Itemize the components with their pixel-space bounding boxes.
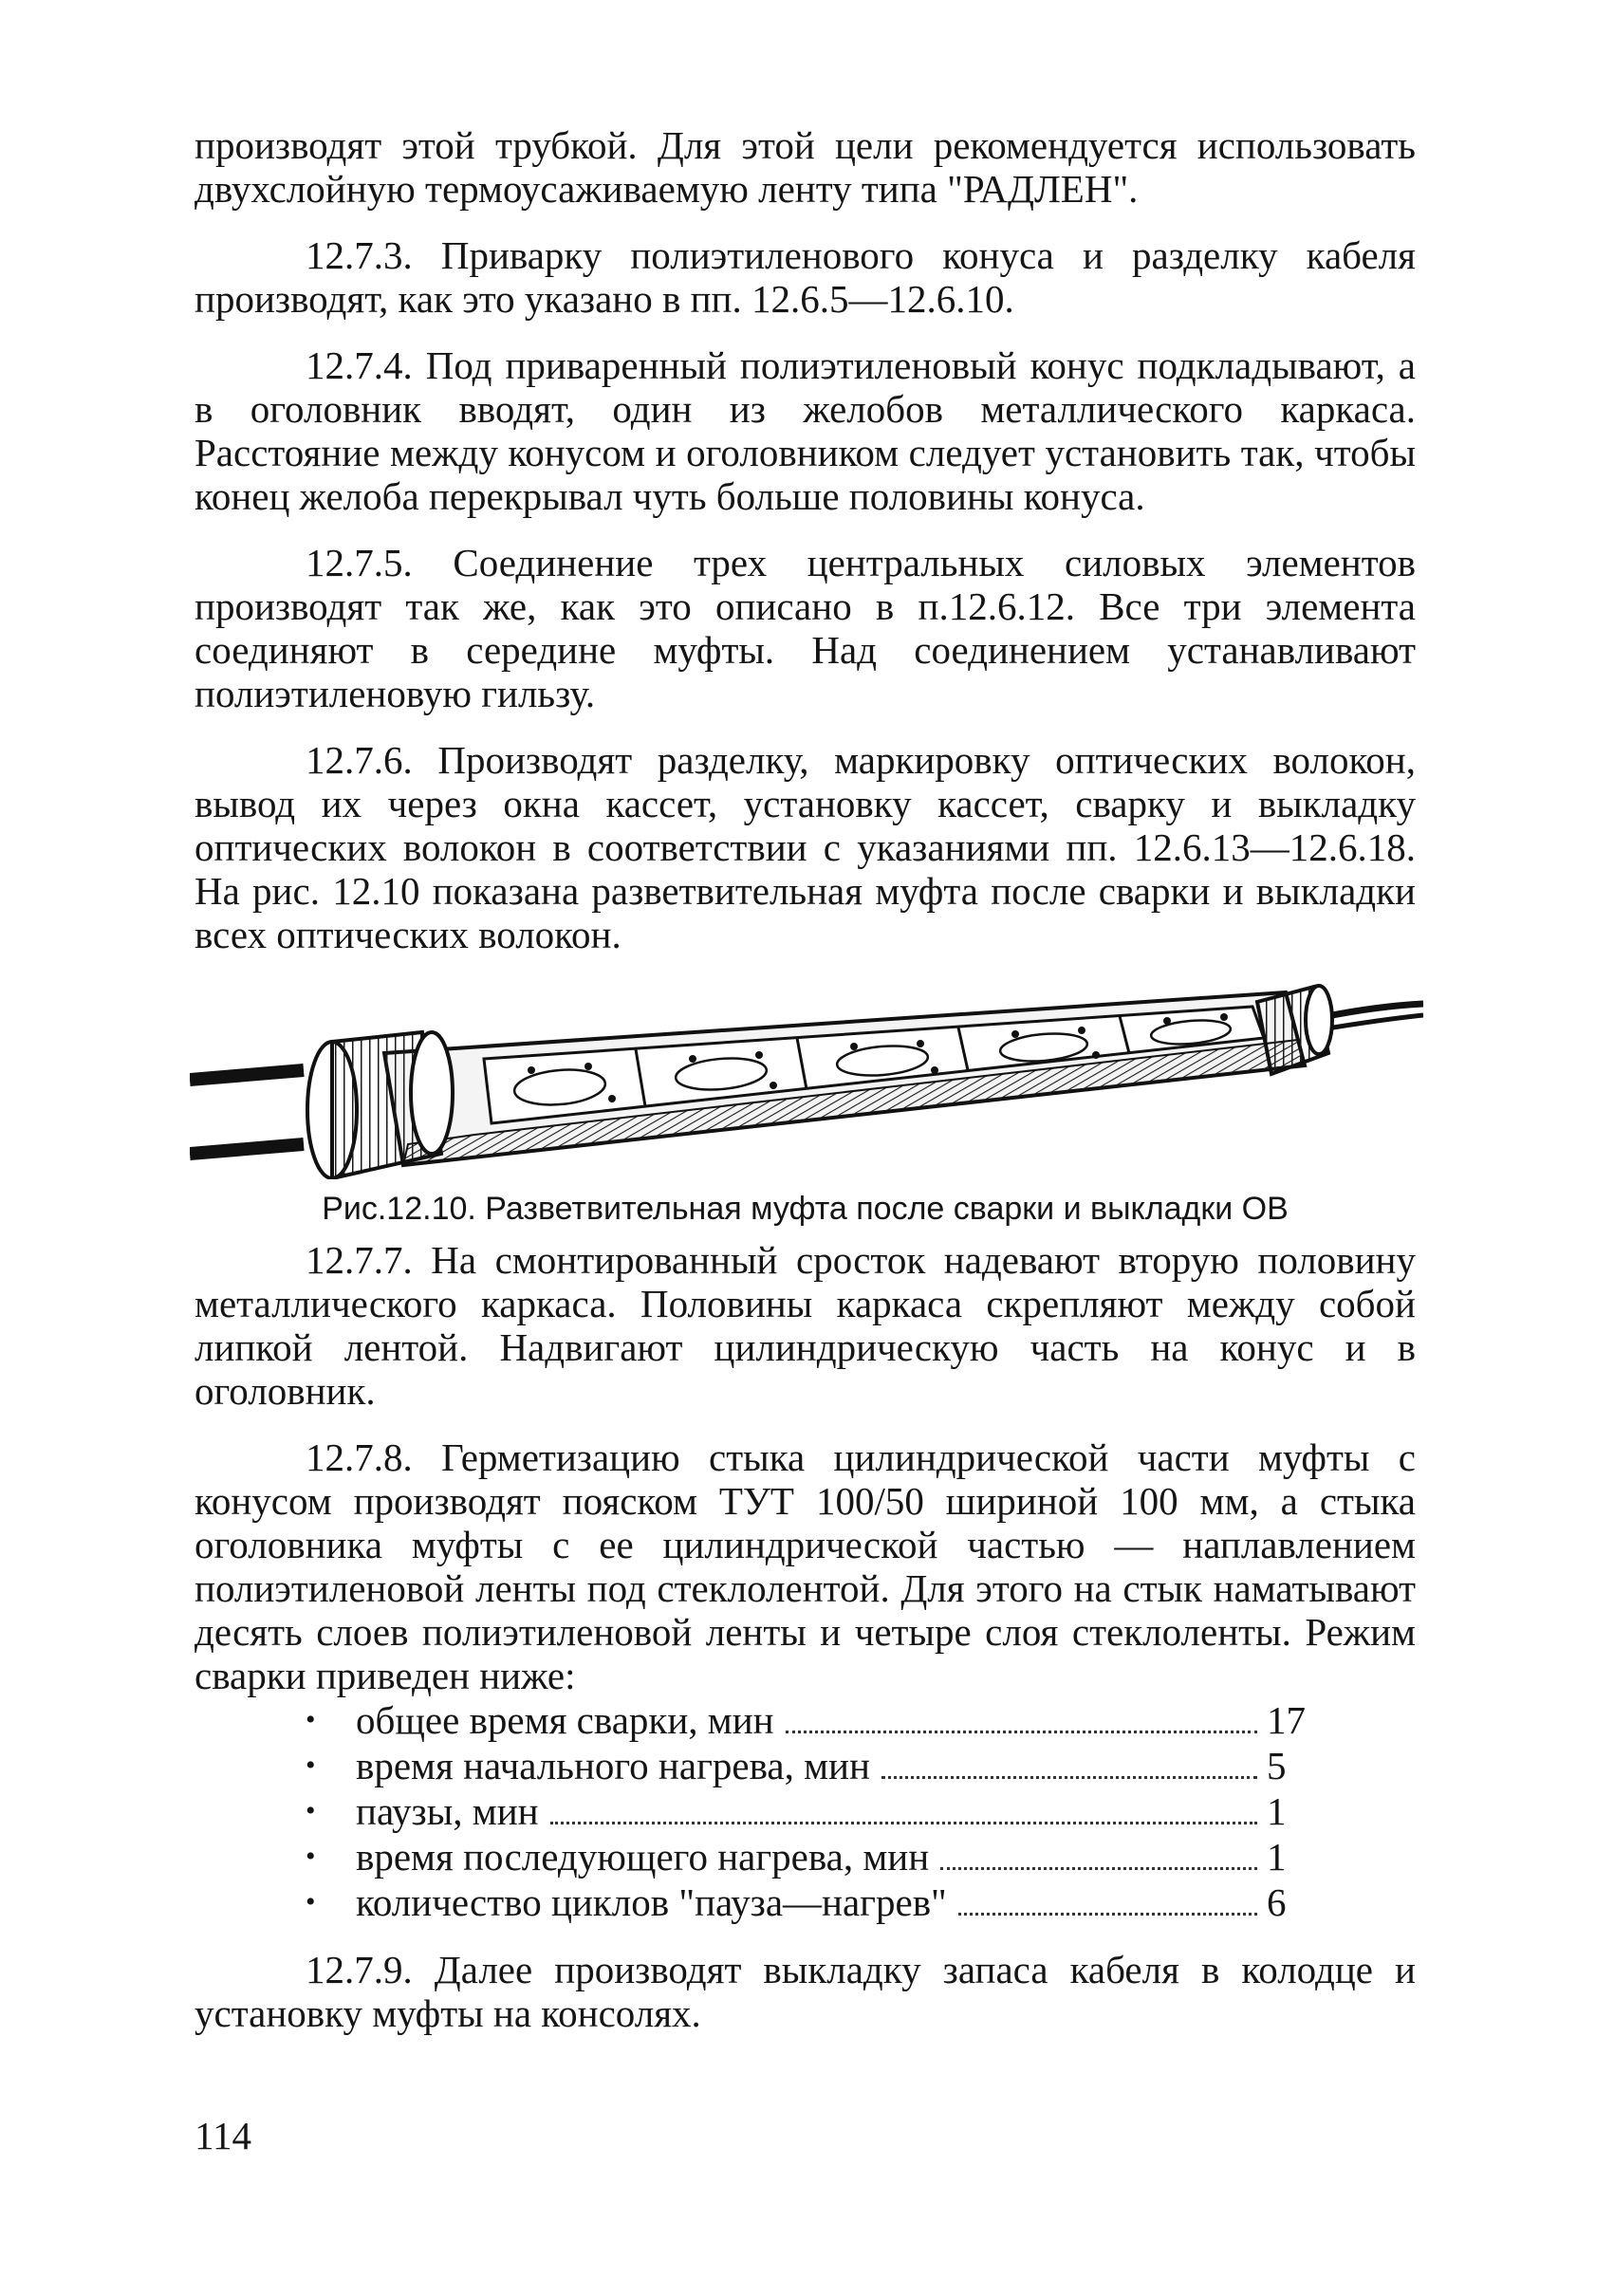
page-number: 114	[195, 2114, 251, 2157]
text-column	[195, 123, 1416, 2035]
paragraph-12-7-8: 12.7.8. Герметизацию стыка цилиндрической части муфты с конусом производят пояском ТУТ 100/50 шириной 100 мм, а стыка оголовника муфты с ее цилиндрической частью — наплавлением полиэтиленовой ленты под стеклолентой. Для этого на стык наматывают десять слоев полиэтиленовой ленты и четыре слоя стеклоленты. Режим сварки приведен ниже:	[195, 1435, 1416, 1697]
regime-value: 17	[1267, 1698, 1306, 1742]
paragraph-12-7-4: 12.7.4. Под приваренный полиэтиленовый конус подкладывают, а в оголовник вводят, один из желобов металлического каркаса. Расстояние между конусом и оголовником следует установить так, чтобы конец желоба перекрывал чуть больше половины конуса.	[195, 343, 1416, 518]
dot-leader	[550, 1822, 1257, 1824]
regime-label: время последующего нагрева, мин	[356, 1835, 930, 1879]
dot-leader	[958, 1913, 1257, 1916]
regime-value: 1	[1267, 1789, 1287, 1833]
paragraph-12-7-6: 12.7.6. Производят разделку, маркировку оптических волокон, вывод их через окна кассет, установку кассет, сварку и выкладку оптических волокон в соответствии с указаниями пп. 12.6.13—12.6.18. На рис. 12.10 показана разветвительная муфта после сварки и выкладки всех оптических волокон.	[195, 738, 1416, 956]
regime-label: количество циклов "пауза—нагрев"	[356, 1880, 947, 1924]
bullet-icon: •	[306, 1886, 316, 1917]
paragraph-intro: производят этой трубкой. Для этой цели рекомендуется использовать двухслойную термоусаживаемую ленту типа "РАДЛЕН".	[195, 123, 1416, 211]
figure-splice-sleeve	[195, 975, 1416, 1179]
welding-regime-list	[195, 1697, 1307, 1925]
paragraph-12-7-9: 12.7.9. Далее производят выкладку запаса кабеля в колодце и установку муфты на консолях.	[195, 1948, 1416, 2035]
regime-value: 5	[1267, 1744, 1287, 1787]
list-item	[195, 1743, 1307, 1788]
dot-leader	[940, 1867, 1257, 1870]
bullet-icon: •	[306, 1750, 316, 1781]
regime-label: время начального нагрева, мин	[356, 1744, 870, 1787]
regime-value: 6	[1267, 1880, 1287, 1924]
left-cable-upper	[190, 1070, 304, 1080]
paragraph-12-7-3: 12.7.3. Приварку полиэтиленового конуса и разделку кабеля производят, как это указано в пп. 12.6.5—12.6.10.	[195, 233, 1416, 321]
list-item	[195, 1697, 1307, 1743]
figure-caption: Рис.12.10. Разветвительная муфта после сварки и выкладки ОВ	[322, 1191, 1289, 1227]
dot-leader	[786, 1731, 1257, 1733]
regime-label: общее время сварки, мин	[356, 1698, 774, 1742]
splice-sleeve-illustration	[190, 975, 1423, 1179]
bullet-icon: •	[306, 1795, 316, 1826]
bullet-icon: •	[306, 1841, 316, 1872]
paragraph-12-7-7: 12.7.7. На смонтированный сросток надевают вторую половину металлического каркаса. Половины каркаса скрепляют между собой липкой лентой. Надвигают цилиндрическую часть на конус и в оголовник.	[195, 1238, 1416, 1413]
paragraph-12-7-5: 12.7.5. Соединение трех центральных силовых элементов производят так же, как это описано в п.12.6.12. Все три элемента соединяют в середине муфты. Над соединением устанавливают полиэтиленовую гильзу.	[195, 541, 1416, 715]
list-item	[195, 1788, 1307, 1834]
regime-value: 1	[1267, 1835, 1287, 1879]
list-item	[195, 1879, 1307, 1925]
regime-label: паузы, мин	[356, 1789, 539, 1833]
dot-leader	[881, 1776, 1257, 1779]
list-item	[195, 1834, 1307, 1879]
left-cable-lower	[190, 1144, 304, 1154]
bullet-icon: •	[306, 1704, 316, 1735]
